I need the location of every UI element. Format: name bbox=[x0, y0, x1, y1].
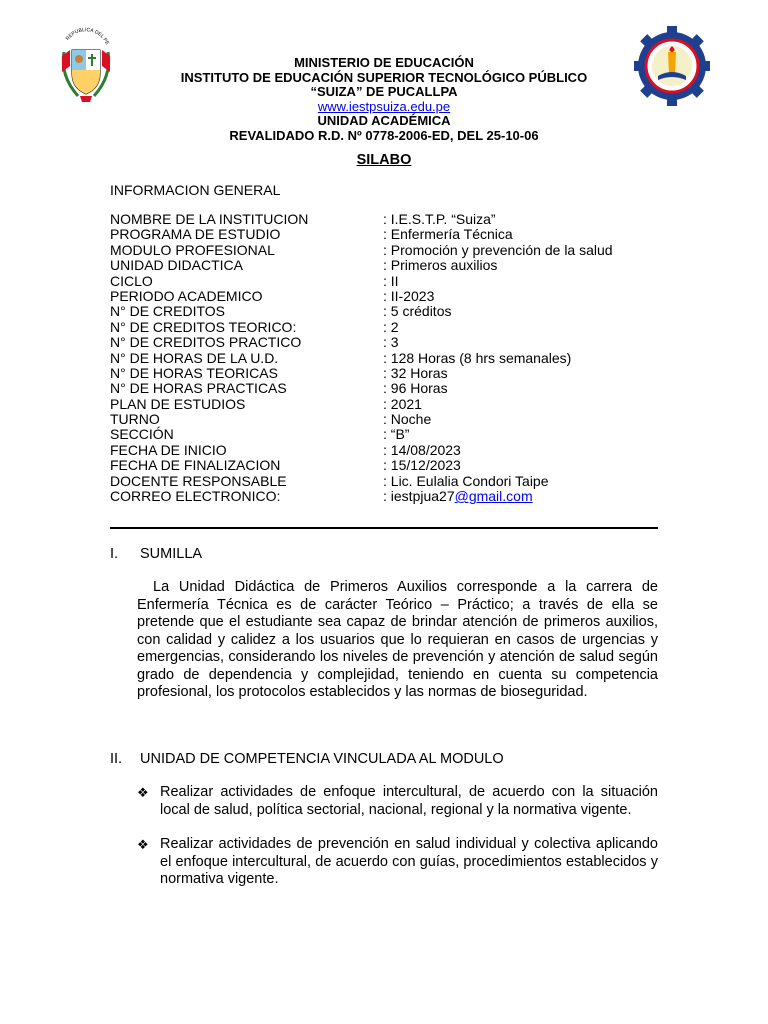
info-row bbox=[110, 289, 670, 304]
info-value: : 32 Horas bbox=[383, 364, 448, 381]
info-label: PERIODO ACADEMICO bbox=[110, 287, 263, 304]
info-row bbox=[110, 443, 670, 458]
info-label: N° DE CREDITOS TEORICO: bbox=[110, 318, 297, 335]
info-value: : 15/12/2023 bbox=[383, 457, 461, 474]
sumilla-text: La Unidad Didáctica de Primeros Auxilios corresponde a la carrera de Enfermería Técnica es de carácter Teórico – Práctico; a través de ella se pretende que el estudiante sea capaz de brindar atención de primeros auxilios, con calidad y calidez a los usuarios que lo requieran en casos de urgencias y emergencias, considerando los niveles de prevención y atención de salud según grado de dependencia y complejidad, teniendo en cuenta su competencia profesional, los protocolos establecidos y las normas de bioseguridad. bbox=[137, 579, 658, 700]
info-row bbox=[110, 381, 670, 396]
info-row bbox=[110, 335, 670, 350]
info-value: : II-2023 bbox=[383, 287, 435, 304]
competency-text: Realizar actividades de enfoque intercultural, de acuerdo con la situación local de salud, política sectorial, nacional, regional y la normativa vigente. bbox=[160, 784, 658, 818]
peru-coat-of-arms-logo bbox=[58, 26, 114, 106]
info-label: FECHA DE INICIO bbox=[110, 441, 227, 458]
info-value: : 96 Horas bbox=[383, 380, 448, 397]
info-value: : Lic. Eulalia Condori Taipe bbox=[383, 472, 549, 489]
info-value: : II bbox=[383, 272, 399, 289]
competency-text: Realizar actividades de prevención en salud individual y colectiva aplicando el enfoque intercultural, de acuerdo con guías, procedimientos establecidos y normativa vigente. bbox=[160, 836, 658, 887]
revalidation-line: REVALIDADO R.D. Nº 0778-2006-ED, DEL 25-10-06 bbox=[229, 127, 539, 143]
info-row bbox=[110, 412, 670, 427]
section-number: II. bbox=[110, 751, 123, 767]
section-divider bbox=[110, 527, 658, 529]
info-label: N° DE HORAS TEORICAS bbox=[110, 364, 278, 381]
info-label: MODULO PROFESIONAL bbox=[110, 241, 275, 258]
info-label: PROGRAMA DE ESTUDIO bbox=[110, 226, 281, 243]
document-title: SILABO bbox=[356, 152, 412, 168]
info-value: : Promoción y prevención de la salud bbox=[383, 241, 613, 258]
section-number: I. bbox=[110, 546, 119, 562]
info-label: DOCENTE RESPONSABLE bbox=[110, 472, 287, 489]
general-info-table bbox=[110, 212, 670, 504]
info-label: CICLO bbox=[110, 272, 153, 289]
coat-of-arms-caption: REPÚBLICA DEL PE bbox=[64, 27, 111, 46]
info-label: TURNO bbox=[110, 411, 160, 428]
email-value bbox=[383, 489, 533, 504]
svg-text:REPÚBLICA DEL PERÚ bbox=[58, 26, 110, 47]
info-row bbox=[110, 474, 670, 489]
info-label: N° DE CREDITOS PRACTICO bbox=[110, 334, 302, 351]
diamond-bullet-icon: ❖ bbox=[137, 785, 149, 800]
institution-header bbox=[110, 56, 658, 143]
info-label: FECHA DE FINALIZACION bbox=[110, 457, 281, 474]
info-row bbox=[110, 366, 670, 381]
info-value: : Primeros auxilios bbox=[383, 257, 498, 274]
info-row bbox=[110, 243, 670, 258]
info-row bbox=[110, 427, 670, 442]
info-value: : Enfermería Técnica bbox=[383, 226, 513, 243]
info-row bbox=[110, 351, 670, 366]
info-row bbox=[110, 304, 670, 319]
list-item bbox=[137, 784, 658, 819]
info-label: N° DE CREDITOS bbox=[110, 303, 226, 320]
info-value: : 128 Horas (8 hrs semanales) bbox=[383, 349, 572, 366]
info-label: SECCIÓN bbox=[110, 426, 174, 443]
info-value: : 14/08/2023 bbox=[383, 441, 461, 458]
info-value: : Noche bbox=[383, 411, 432, 428]
info-value: : 2021 bbox=[383, 395, 422, 412]
info-label: PLAN DE ESTUDIOS bbox=[110, 395, 246, 412]
website-link[interactable]: www.iestpsuiza.edu.pe bbox=[317, 98, 451, 114]
section-title-sumilla bbox=[110, 546, 202, 562]
ministry-line: MINISTERIO DE EDUCACIÓN bbox=[294, 55, 474, 70]
info-row bbox=[110, 227, 670, 242]
info-value: : “B” bbox=[383, 426, 410, 443]
info-row bbox=[110, 458, 670, 473]
institute-name-line: “SUIZA” DE PUCALLPA bbox=[310, 84, 458, 99]
competency-list bbox=[137, 784, 658, 906]
info-value: : 2 bbox=[383, 318, 399, 335]
section-heading: UNIDAD DE COMPETENCIA VINCULADA AL MODULO bbox=[140, 751, 504, 767]
academic-unit-line: UNIDAD ACADÉMICA bbox=[317, 113, 451, 128]
institute-line: INSTITUTO DE EDUCACIÓN SUPERIOR TECNOLÓGICO PÚBLICO bbox=[180, 69, 588, 85]
info-row bbox=[110, 397, 670, 412]
email-user: : iestpjua27 bbox=[383, 488, 455, 505]
info-row bbox=[110, 274, 670, 289]
list-item bbox=[137, 836, 658, 889]
info-label: N° DE HORAS PRACTICAS bbox=[110, 380, 287, 397]
sumilla-paragraph bbox=[137, 579, 658, 702]
info-value: : I.E.S.T.P. “Suiza” bbox=[383, 211, 496, 227]
general-info-heading: INFORMACION GENERAL bbox=[110, 182, 281, 198]
info-label: N° DE HORAS DE LA U.D. bbox=[110, 349, 279, 366]
section-title-competencia bbox=[110, 751, 504, 767]
info-value: : 5 créditos bbox=[383, 303, 452, 320]
info-row bbox=[110, 212, 670, 227]
diamond-bullet-icon: ❖ bbox=[137, 837, 149, 852]
info-value: : 3 bbox=[383, 334, 399, 351]
info-row bbox=[110, 320, 670, 335]
info-label: NOMBRE DE LA INSTITUCION bbox=[110, 211, 309, 227]
section-heading: SUMILLA bbox=[140, 546, 203, 562]
email-domain-link[interactable]: @gmail.com bbox=[454, 488, 533, 505]
info-label: UNIDAD DIDACTICA bbox=[110, 257, 244, 274]
info-row bbox=[110, 258, 670, 273]
info-row-email bbox=[110, 489, 670, 504]
info-label: CORREO ELECTRONICO: bbox=[110, 488, 281, 505]
